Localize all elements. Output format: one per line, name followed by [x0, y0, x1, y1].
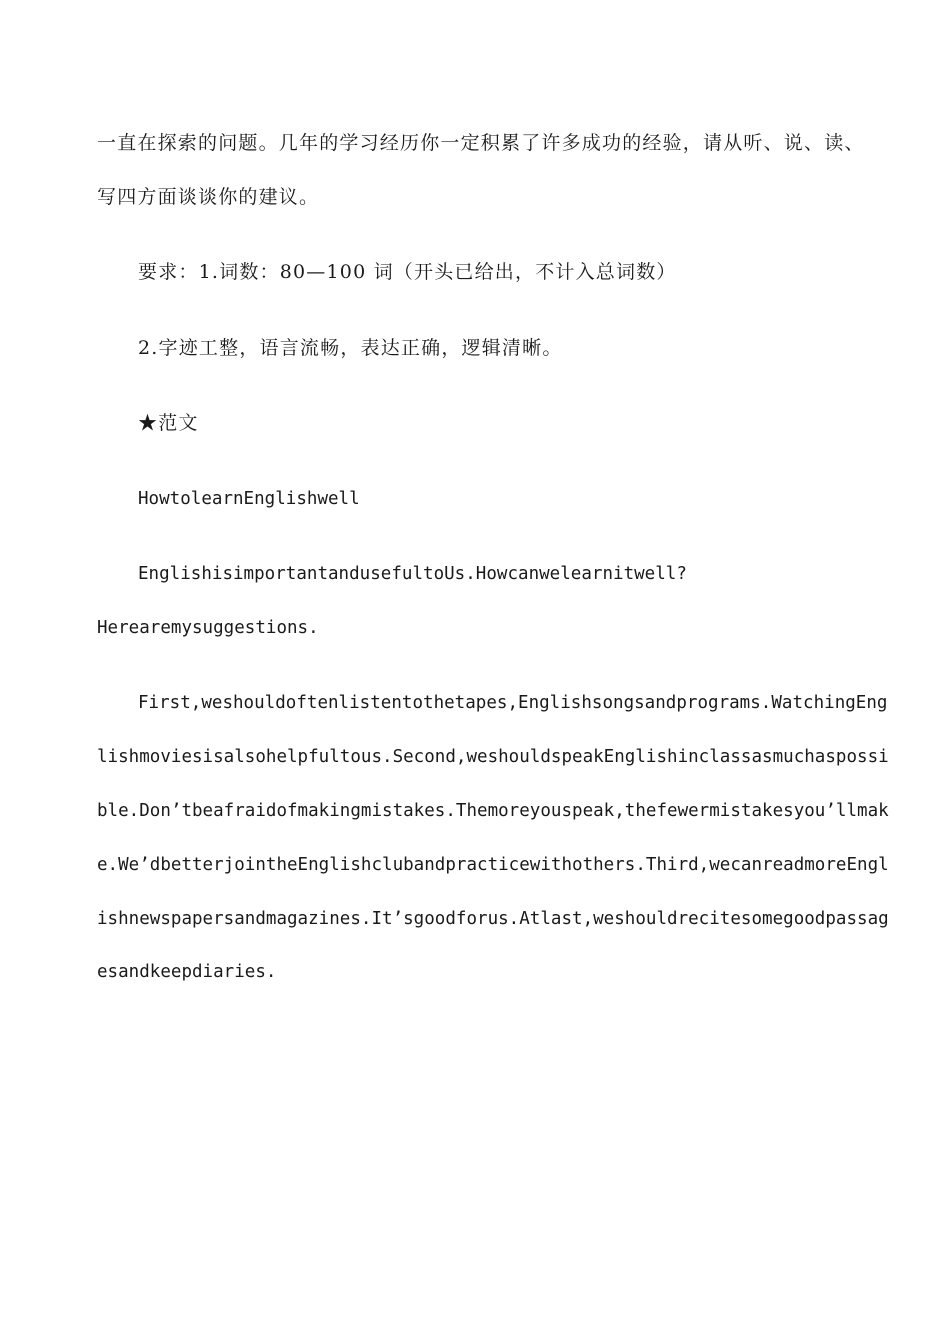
- essay-para2-line-2: lishmoviesisalsohelpfultous.Second,weshouldspeakEnglishinclassasmuchaspossi: [97, 747, 889, 767]
- essay-para2-line-3: ble.Don’tbeafraidofmakingmistakes.Themoreyouspeak,thefewermistakesyou’llmak: [97, 801, 889, 821]
- intro-line-2: 写四方面谈谈你的建议。: [97, 186, 320, 208]
- essay-para2-line-1: First,weshouldoftenlistentothetapes,Englishsongsandprograms.WatchingEng: [138, 693, 888, 713]
- requirement-1: 要求：1.词数：80—100 词（开头已给出，不计入总词数）: [138, 261, 677, 283]
- sample-heading: ★范文: [138, 412, 199, 434]
- essay-title: HowtolearnEnglishwell: [138, 489, 360, 509]
- essay-para2-line-5: ishnewspapersandmagazines.It’sgoodforus.Atlast,weshouldrecitesomegoodpassag: [97, 909, 889, 929]
- essay-para1-line-1: EnglishisimportantandusefultoUs.Howcanwelearnitwell?: [138, 564, 687, 584]
- intro-line-1: 一直在探索的问题。几年的学习经历你一定积累了许多成功的经验，请从听、说、读、: [97, 132, 865, 154]
- essay-para2-line-6: esandkeepdiaries.: [97, 962, 277, 982]
- essay-para2-line-4: e.We’dbetterjointheEnglishclubandpracticewithothers.Third,wecanreadmoreEngl: [97, 855, 889, 875]
- requirement-2: 2.字迹工整，语言流畅，表达正确，逻辑清晰。: [138, 337, 563, 359]
- essay-para1-line-2: Herearemysuggestions.: [97, 618, 319, 638]
